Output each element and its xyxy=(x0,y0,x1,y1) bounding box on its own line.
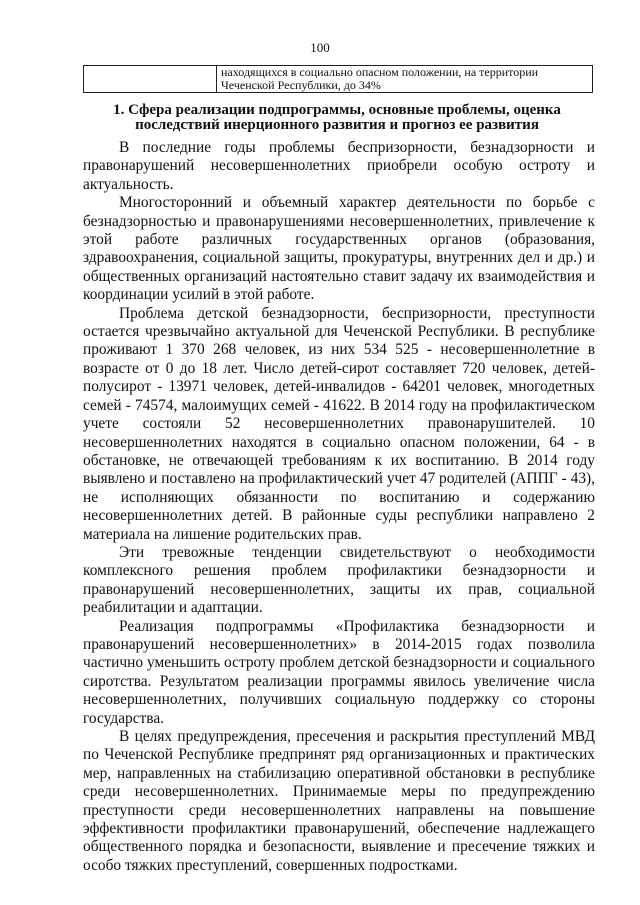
table-cell-text: находящихся в социально опасном положении, на территории Чеченской Республики, до 34% xyxy=(217,66,593,93)
paragraph: В последние годы проблемы беспризорности, безнадзорности и правонарушений несовершеннолетних приобрели особую остроту и актуальность. xyxy=(83,139,595,193)
body-text xyxy=(83,139,595,875)
table-cell-empty xyxy=(84,66,217,93)
table-row xyxy=(84,66,593,93)
paragraph: В целях предупреждения, пресечения и раскрытия преступлений МВД по Чеченской Республике предпринят ряд организационных и практических мер, направленных на стабилизацию оперативной обстановки в республике среди несовершеннолетних. Принимаемые меры по предупреждению преступности среди несовершеннолетних направлены на повышение эффективности профилактики правонарушений, обеспечение надлежащего общественного порядка и безопасности, выявление и пресечение тяжких и особо тяжких преступлений, совершенных подростками. xyxy=(83,728,595,874)
paragraph: Проблема детской безнадзорности, беспризорности, преступности остается чрезвычайно актуальной для Чеченской Республики. В республике проживают 1 370 268 человек, из них 534 525 - несовершеннолетние в возрасте от 0 до 18 лет. Число детей-сирот составляет 720 человек, детей-полусирот - 13971 человек, детей-инвалидов - 64201 человек, многодетных семей - 74574, малоимущих семей - 41622. В 2014 году на профилактическом учете состояли 52 несовершеннолетних правонарушителей. 10 несовершеннолетних находятся в социально опасном положении, 64 - в обстановке, не отвечающей требованиям к их воспитанию. В 2014 году выявлено и поставлено на профилактический учет 47 родителей (АППГ - 43), не исполняющих обязанности по воспитанию и содержанию несовершеннолетних детей. В районные суды республики направлено 2 материала на лишение родительских прав. xyxy=(83,304,595,543)
paragraph: Многосторонний и объемный характер деятельности по борьбе с безнадзорностью и правонарушениями несовершеннолетних, привлечение к этой работе различных государственных органов (образования, здравоохранения, социальной защиты, прокуратуры, внутренних дел и др.) и общественных организаций настоятельно ставит задачу их взаимодействия и координации усилий в этой работе. xyxy=(83,194,595,304)
section-title: 1. Сфера реализации подпрограммы, основные проблемы, оценка последствий инерционного развития и прогноз ее развития xyxy=(113,102,561,133)
page-number: 100 xyxy=(310,40,330,55)
paragraph: Эти тревожные тенденции свидетельствуют о необходимости комплексного решения проблем профилактики безнадзорности и правонарушений несовершеннолетних, защиты их прав, социальной реабилитации и адаптации. xyxy=(83,543,595,617)
paragraph: Реализация подпрограммы «Профилактика безнадзорности и правонарушений несовершеннолетних» в 2014-2015 годах позволила частично уменьшить остроту проблем детской безнадзорности и социального сиротства. Результатом реализации программы явилось увеличение числа несовершеннолетних, получивших социальную поддержку со стороны государства. xyxy=(83,617,595,727)
continuation-table xyxy=(83,65,593,93)
